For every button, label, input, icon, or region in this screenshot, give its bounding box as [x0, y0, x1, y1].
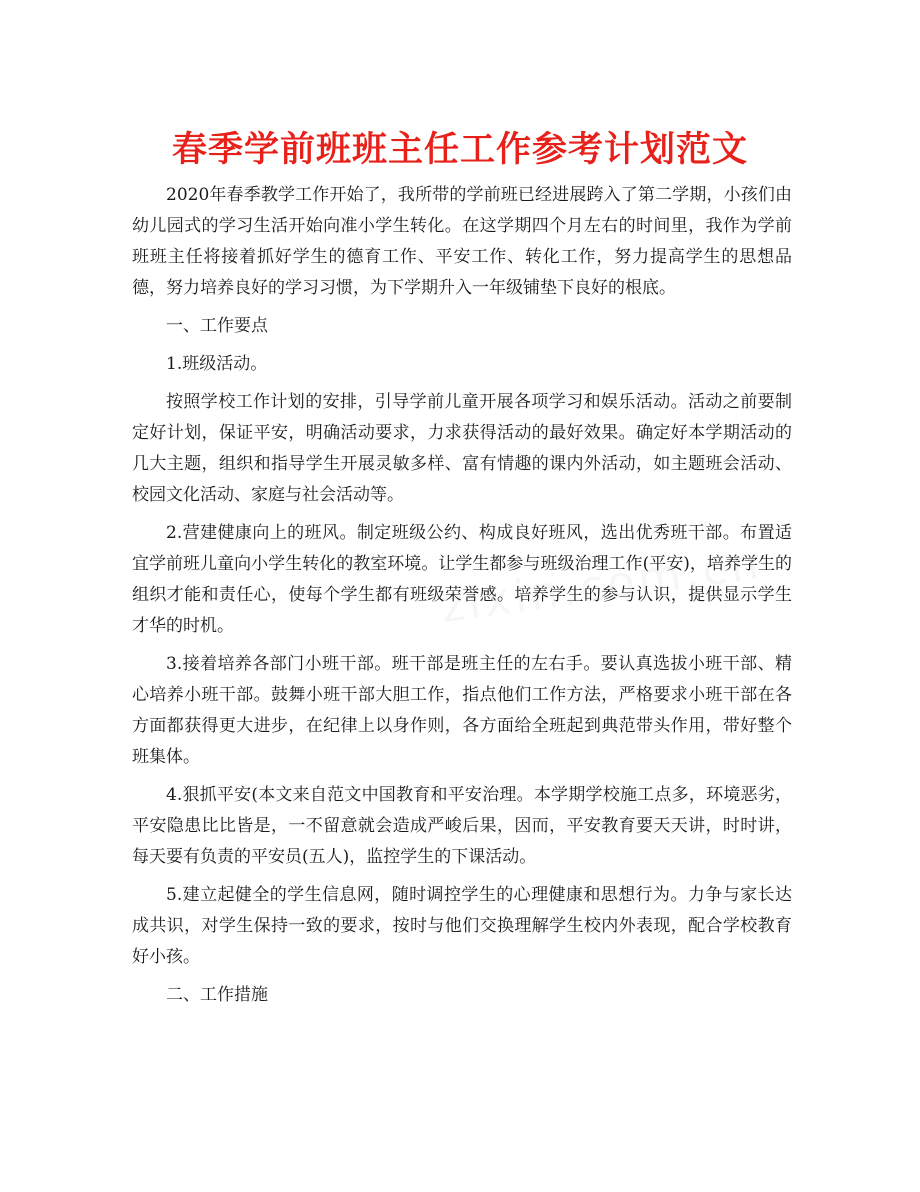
paragraph-safety: 4.狠抓平安(本文来自范文中国教育和平安治理。本学期学校施工点多，环境恶劣，平安隐患比比皆是，一不留意就会造成严峻后果，因而，平安教育要天天讲，时时讲，每天要有负责的平安员(五人)，监控学生的下课活动。	[132, 785, 792, 867]
paragraph-class-activities: 按照学校工作计划的安排，引导学前儿童开展各项学习和娱乐活动。活动之前要制定好计划，保证平安，明确活动要求，力求获得活动的最好效果。确定好本学期活动的几大主题，组织和指导学生开展灵敏多样、富有情趣的课内外活动，如主题班会活动、校园文化活动、家庭与社会活动等。	[132, 392, 792, 505]
subheading-class-activities: 1.班级活动。	[166, 354, 268, 374]
document-body	[132, 180, 792, 1018]
paragraph-class-cadres: 3.接着培养各部门小班干部。班干部是班主任的左右手。要认真选拔小班干部、精心培养小班干部。鼓舞小班干部大胆工作，指点他们工作方法，严格要求小班干部在各方面都获得更大进步，在纪律上以身作则，各方面给全班起到典范带头作用，带好整个班集体。	[132, 654, 792, 767]
section-heading-work-points: 一、工作要点	[166, 316, 268, 336]
paragraph-info-network: 5.建立起健全的学生信息网，随时调控学生的心理健康和思想行为。力争与家长达成共识，对学生保持一致的要求，按时与他们交换理解学生校内外表现，配合学校教育好小孩。	[132, 885, 792, 967]
section-heading-work-measures: 二、工作措施	[166, 985, 268, 1005]
document-title: 春季学前班班主任工作参考计划范文	[171, 130, 748, 170]
paragraph-class-style: 2.营建健康向上的班风。制定班级公约、构成良好班风，选出优秀班干部。布置适宜学前班儿童向小学生转化的教室环境。让学生都参与班级治理工作(平安)，培养学生的组织才能和责任心，使每个学生都有班级荣誉感。培养学生的参与认识，提供显示学生才华的时机。	[132, 523, 792, 636]
intro-paragraph: 2020年春季教学工作开始了，我所带的学前班已经进展跨入了第二学期，小孩们由幼儿园式的学习生活开始向准小学生转化。在这学期四个月左右的时间里，我作为学前班班主任将接着抓好学生的德育工作、平安工作、转化工作，努力提高学生的思想品德，努力培养良好的学习习惯，为下学期升入一年级铺垫下良好的根底。	[132, 185, 792, 298]
